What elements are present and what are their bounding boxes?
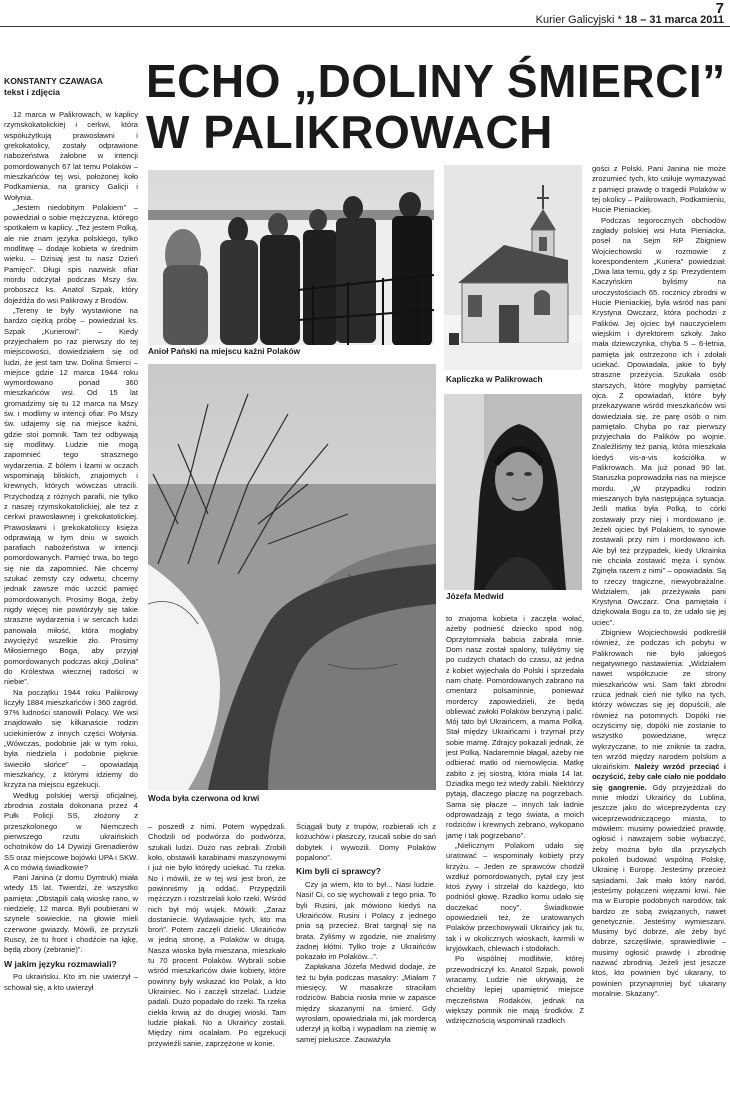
page-number: 7 xyxy=(715,0,724,17)
paragraph: Ściągali buty z trupów, rozbierali ich z kożuchów i płaszczy, rzucali sobie do sań dobytek i wywozili. Domy Polaków popalono”. xyxy=(296,822,436,862)
paragraph: Zapłakana Józefa Medwid dodaje, że też tu była podczas masakry: „Miałam 7 miesięcy. W masakrze straciłam rodziców. Babcia niosła mnie w zapasce między skazanymi na śmierć. Gdy wyrosłam, opowiedziała mi, jak mordercą uderzył ją kolbą i wypadłam na ziemię w samej pieluszce. Zauważyła xyxy=(296,962,436,1044)
paragraph: „Jestem niedobitym Polakiem” – powiedział o sobie mężczyzna, którego spotkałem w kaplicy. „Też jestem Polką, ale nie znam języka polskiego, tylko modlitwę – dodaje kobieta w średnim wieku. – Dzisiaj jest tu nasz Dzień Pamięci”. Długi spis nazwisk ofiar mordu odczytał podczas Mszy św. proboszcz ks. Anatol Szpak, który dojeżdża do wsi Palikrowy z Brodów. xyxy=(4,202,138,305)
caption-chapel: Kapliczka w Palikrowach xyxy=(446,375,543,384)
paragraph: gości z Polski. Pani Janina nie może zrozumieć tych, kto usiłuje wymazywać z pamięci prawdę o tragedii Polaków w tej okolicy – Palikrowach, Podkamieniu, Hucie Pieniackiej. xyxy=(592,164,726,215)
paragraph-text: Zbigniew Wojciechowski podkreślił również, że podczas ich pobytu w Palikrowach nie było jakiegoś negatywnego nastawienia: „Widziałem nawet współczucie ze strony mieszkańców wsi. Sam fakt zbrodni rzuca jednak cień nie tylko na tych, którzy wówczas się jej dopuścili, ale również na potomnych. Dopóki nie oczyścimy się, dopóki nie zostanie to wszystko powiedziane, wręcz wykrzyczane, to nie zniknie ta zadra, ten wrzód między narodem polskim a ukraińskim. xyxy=(592,628,726,772)
photo-chapel-image xyxy=(444,165,582,370)
photo-memorial-image xyxy=(148,170,434,345)
paragraph: Po wspólnej modlitwie, której przewodniczył ks. Anatol Szpak, powoli wracamy. Ludzie nie ukrywają, że chcieliby lepiej upamiętnić miejsce męczeństwa Rodaków, jednak na większy pomnik nie mają środków. Z wdzięcznością wspominali rzadkich xyxy=(446,954,584,1026)
header-rule xyxy=(0,26,730,27)
column-5 xyxy=(592,164,726,1096)
paragraph-text: Gdy przyjeżdżali do mnie młodzi Ukraińcy do Lublina, jeszcze jako do wiceprezydenta czy wiceprzewodniczącego miasta, to mówiłem: musimy powiedzieć prawdę, ogłosić i nawzajem sobie wybaczyć, żeby można było dla przyszłych pokoleń budować wspólną Polskę, Ukrainę i Europę. Jesteśmy przecież sąsiadami. Jak mało który naród, jesteśmy połączeni więzami krwi. Nie ma w Europie podobnych narodów, tak bardzo ze sobą związanych, nawet genetycznie. Jesteśmy wymieszani. Musimy być dobrze, ale żeby być dobrze, szczęśliwie, sprawiedliwie – musimy ogłosić prawdę i zbrodnię nazwać zbrodnią. Jeżeli jest jeszcze ktoś, kto powinien być ukarany, to powinien przynajmniej być ukarany moralnie. Skazany”. xyxy=(592,782,726,998)
paragraph xyxy=(592,628,726,999)
column-2 xyxy=(148,822,286,1096)
bold-quote: Należy wrzód przeciąć i oczyścić, żeby całe ciało nie poddało się gangrenie. xyxy=(592,762,726,792)
paragraph: Pani Janina (z domu Dymtruk) miała wtedy 15 lat. Twierdzi, że wszystko pamięta: „Obstąpili całą wioskę rano, w niedzielę, 12 marca. Byli poubierani w szynele sowieckie, na głowie mieli czerwone gwiazdy. Mówili, że przyszli Ruscy, że tu front i chodźcie na łąkę, będą zbory (zebranie)”. xyxy=(4,873,138,955)
photo-river xyxy=(148,364,436,790)
column-4 xyxy=(446,614,584,1096)
paragraph: Czy ja wiem, kto to był... Nasi ludzie. Nasi! Ci, co się wychowali z tego pnia. To byli Rusini, jak mówiono kiedyś na Ukraińców. Rusini i Polacy z jednego pnia są przecież. Brat targnął się na brata. Żyliśmy w zgodzie, nie znaliśmy żadnej kłótni. Tylko troje z Ukraińców pokazało im Polaków...”. xyxy=(296,879,436,962)
subheading: Kim byli ci sprawcy? xyxy=(296,866,382,877)
running-header xyxy=(536,14,724,26)
paragraph: Na początku 1944 roku Palikrowy liczyły 1884 mieszkańców i 360 zagród. 97% ludności stanowili Polacy. We wsi znajdowało się kilkanaście rodzin uciekinierów z innych części Wołynia. „Wówczas, podobnie jak w tym roku, była niedziela i podobnie pięknie świeciło słońce” – opowiadają mieszkańcy, z którymi idziemy do krzyża na miejscu egzekucji. xyxy=(4,687,138,790)
paragraph: „Nielicznym Polakom udało się uratować – wspominały kobiety przy krzyżu. – Jeden ze sprawców chodził wzdłuż pomordowanych, pytał czy jest ktoś żywy i strzelał do każdego, kto podniósł głowę. Rzadko komu udało się doczekać nocy”. Świadkowie opowiedzieli też, że uratowanych Polaków przechowywali Ukraińcy jak tu, tak i w okolicznych wioskach, karmili w kryjówkach, chlewach i stodołach. xyxy=(446,840,584,953)
photo-chapel xyxy=(444,165,582,370)
photo-jozefa-medwid xyxy=(444,394,582,590)
headline xyxy=(146,56,726,157)
paragraph: „Tereny te były wystawione na bardzo ciężką próbę – powiedział ks. Szpak „Kurierowi”. – Kiedy przyjechałem po raz pierwszy do tej miejscowości, dowiedziałem się od ludzi, że jest tam tzw. Dolina Śmierci – miejsce gdzie 12 marca 1944 roku wymordowano ponad 360 mieszkańców wsi. Od 15 lat gromadzimy się tu 12 marca na Mszy św. i modlimy w intencji ofiar. Po Mszy św. udajemy się na miejsce kaźni, gdzie stoi pomnik. Tam też odbywają się modlitwy. Ludzie nie mogą zapomnieć tego strasznego wydarzenia. Z bólem i łzami w oczach wspominają bliskich, znajomych i krewnych, których wówczas utracili. Przychodzą z różnych parafii, nie tylko z naszej rzymskokatolickiej, ale też z cerkwi prawosławnej i grekokatolickiej. Prawosławni i grekokatoliccy księża odprawiają w tym dniu w swoich parafiach nabożeństwa w intencji pomordowanych. Pamięć trwa, bo tego się nie da zapomnieć. Nie chcemy szukać zemsty czy odwetu, chcemy jednak zawsze móc uczcić pamięć pomordowanych. Prosimy Boga, żeby nigdy więcej nie powtórzyły się takie straszne wydarzenia i w sercach ludzi panowała miłość, która mogłaby zwyciężyć wszelkie zło. Prosimy Miłosiernego Boga, aby przyjął pomordowanych podczas akcji „Dolina” do Królestwa wiecznej radości w niebie”. xyxy=(4,305,138,687)
paper-name: Kurier Galicyjski * xyxy=(535,14,625,26)
caption-jozefa: Józefa Medwid xyxy=(446,592,504,601)
author-role: tekst i zdjęcia xyxy=(4,87,60,98)
caption-memorial: Anioł Pański na miejscu kaźni Polaków xyxy=(148,347,300,356)
subheading: W jakim języku rozmawiali? xyxy=(4,958,117,969)
photo-river-image xyxy=(148,364,436,790)
paragraph: Po ukraińsku. Kto im nie uwierzył – schował się, a kto uwierzył xyxy=(4,972,138,992)
photo-portrait-image xyxy=(444,394,582,590)
photo-memorial-prayer xyxy=(148,170,434,345)
column-3 xyxy=(296,822,436,1096)
paragraph: – poszedł z nimi. Potem wypędzali. Chodzili od podwórza do podwórza, szukali ludzi. Dużo nas zebrali. Zrobili koło, obstawili karabinami maszynowymi i już nie było którędy uciekać. Tu rzeka. No i mówili, że w tej wsi jest broń, że powinniśmy ją oddać. Przypędzili mężczyzn i rozstrzelali koło rzeki. Wśród nich był mój wujek. Mówili: „Zaraz dostaniecie. Wydawajcie tych, kto ma broń”. Potem zaczęli dzielić. Ukraińców w jedną stronę, a Polaków w drugą. Nasza wioska była mieszana, mieszkało tu 70 procent Polaków. Wybrali sobie wśród mieszkańców dwie kobiety, które powinny były wskazać kto Polak, a kto Ukrainiec. No i zaczęli strzelać. Ludzie padali. Dużo popadało do rzeki. Ta rzeka ciekła krwią aż do drugiej wioski. Tam ludzie płakali. No a Ukraińcy zostali. Między nimi ocalałam. Po egzekucji przywieźli sanie, zaprzężone w konie. xyxy=(148,822,286,1048)
issue-date: 18 – 31 marca 2011 xyxy=(624,14,724,26)
author-name: KONSTANTY CZAWAGA xyxy=(4,76,103,86)
column-1 xyxy=(4,110,138,1096)
headline-line-1: ECHO „DOLINY ŚMIERCI” xyxy=(146,55,726,107)
paragraph: Według polskiej wersji oficjalnej, zbrodnia została dokonana przez 4 Pułk Policji SS, złożony z przeszkolonego w Niemczech pierwszego rzutu ukraińskich ochotników do 14 Dywizji Grenadierów SS oraz miejscowe bojówki UPA i SKW. A co mówią świadkowie? xyxy=(4,790,138,872)
headline-line-2: W PALIKROWACH xyxy=(146,105,553,158)
author-byline xyxy=(4,76,103,98)
caption-river: Woda była czerwona od krwi xyxy=(148,794,260,803)
paragraph: Podczas tegorocznych obchodów zagłady polskiej wsi Huta Pieniacka, poseł na Sejm RP Zbigniew Wojciechowski w rozmowie z korespondentem „Kuriera” powiedział: „Dwa lata temu, gdy z śp. Prezydentem Kaczyńskim byliśmy na uroczystościach 65. rocznicy zbrodni w Hucie Pieniackiej, była wśród nas pani Krystyna Owczarz, która pochodzi z Palików. Jej ojciec był nauczycielem wiejskim i dyrektorem szkoły. Jako mała dziewczynka, chyba 5 – 6-letnia, pamięta jak ostrzeżono ich i zdołali uciekać. Opowiadała, jakie to były straszne przeżycia. Szukała osób starszych, które mogłyby pamiętać ojca. Z opowiadań, które były przekazywane wśród mieszkańców wsi dowiedziała się, że parę osób o nim pamiętało. Chyba po raz pierwszy przyjechała do Palików po wojnie. Znaleźliśmy też panią, która mieszkała kiedyś vis-a-vis kościółka w Palikrowach. Ma już ponad 90 lat. Staruszka poprowadziła nas na miejsce mordu. „W przypadku rodzin mieszanych była następująca sytuacja. Jeśli matka była Polką, to córki zostawały przy niej i mordowano je. Jeżeli ojciec był Polakiem, to synowie zostawali przy nim i mordowano ich. Ale był też przypadek, kiedy Ukrainka nie chciała zostawić męża i synów. Zginęła razem z nimi” – opowiadała. Są to rzeczy tragiczne, niewyobrażalne. Widziałem, jak przeżywała pani Krystyna Owczarz. Ona pamiętała i dziękowała Bogu za to, że udało się jej uciec”. xyxy=(592,215,726,627)
paragraph: to znajoma kobieta i zaczęła wołać, ażeby podnieść dziecko spod nóg. Oprzytomniała babcia zabrała mnie. Dom nasz został spalony, tuliłyśmy się po cudzych chatach do czasu, aż jedna z kobiet wyjechała do Polski i sprzedała nam chatę. Pomordowanych zabrano na cmentarz polsaminnie, ponieważ mordercy zapowiedzieli, że będą obliewać zwłoki Polaków benzyną i palić. Mój tato był Ukraińcem, a mama Polką. Stał między Ukraińcami i trzymał przy sobie mamę. Zdrajcy pokazali jednak, że jest Polką. Nadaremnie błagał, ażeby nie odbierać matki od niemowlęcia. Matkę zabito z jej siostrą, która miała 14 lat. Dziadka mego też wtedy zabili. Niektórzy pytają, dlaczego płaczę na pogrzebach. Sama się płacze – innych tak ładnie odprowadzają z tego świata, a moich rodziców i krewnych zebrano, wykopano jamę i tak pogrzebano”. xyxy=(446,614,584,840)
paragraph: 12 marca w Palikrowach, w kaplicy rzymskokatolickiej i cerkwi, która współużytkują prawosławni i grekokatolicy, zostały odprawione nabożeństwa żałobne w intencji pomordowanych 67 lat temu Polaków – mieszkańców tej wsi, położonej koło Podkamienia, na granicy Galicji i Wołynia. xyxy=(4,110,138,202)
